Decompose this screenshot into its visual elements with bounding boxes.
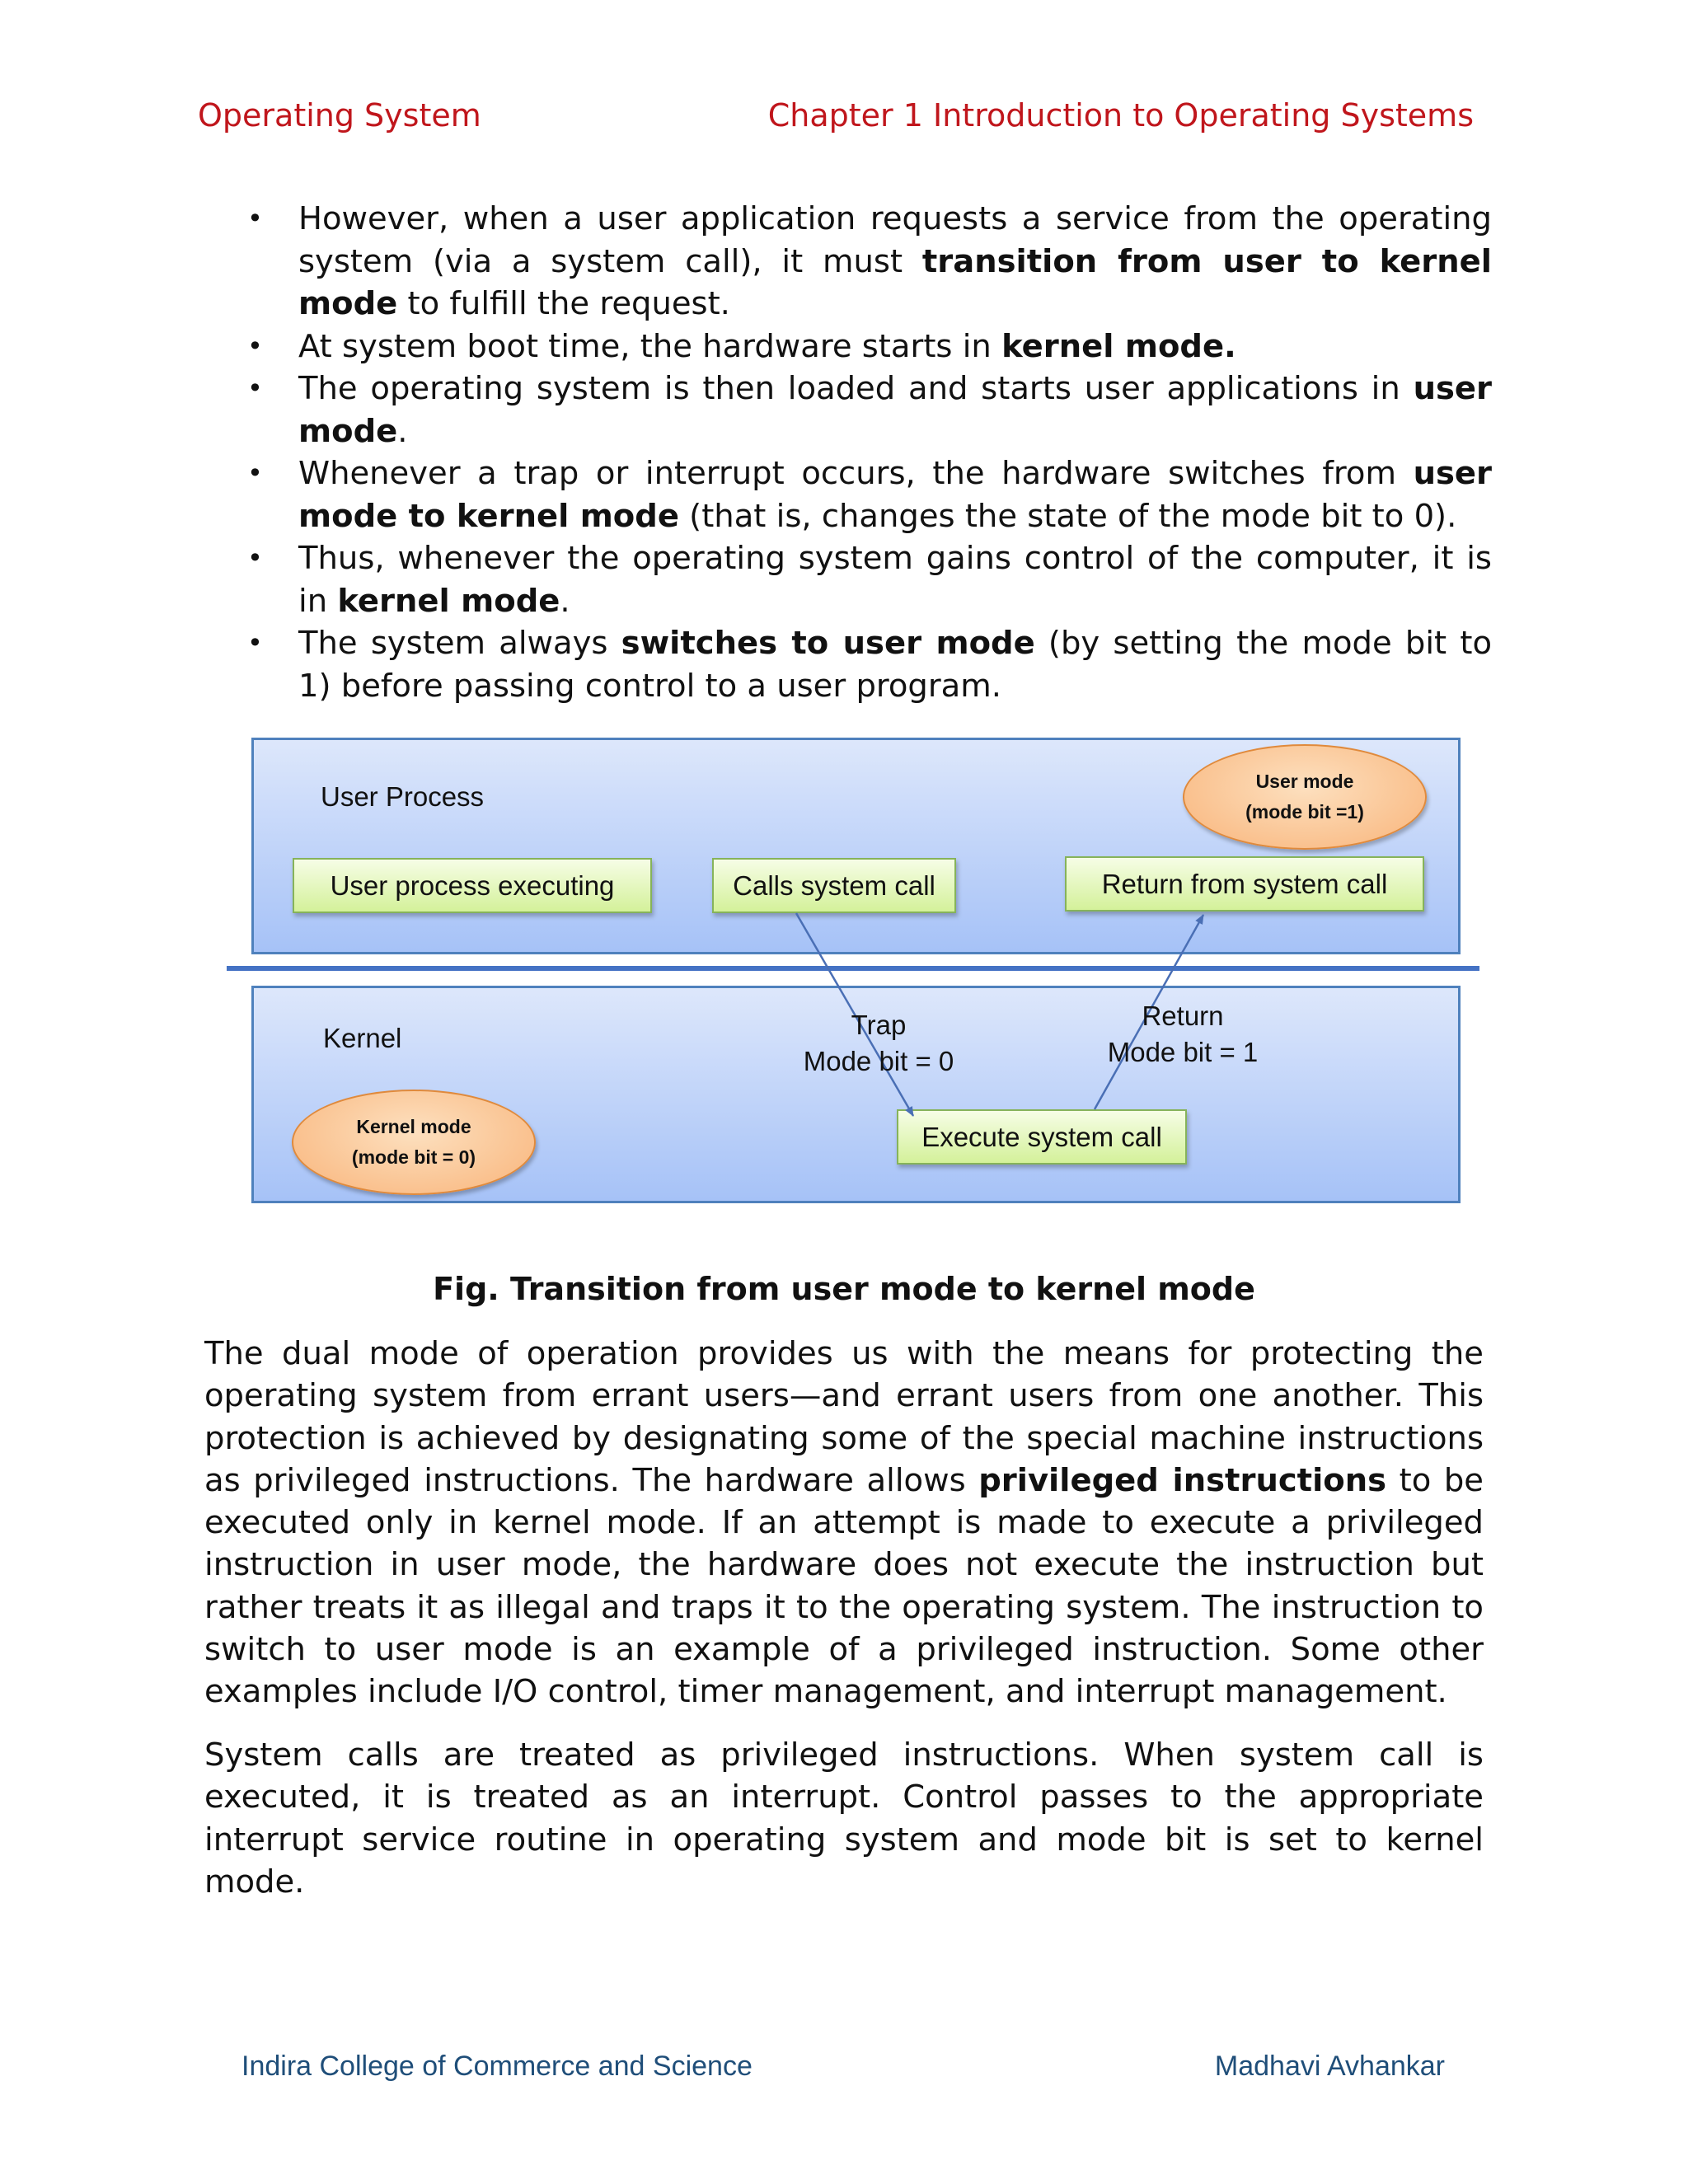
trap-label: [796, 1007, 961, 1080]
return-label-title: Return: [1142, 1001, 1224, 1031]
text-run: Whenever a trap or interrupt occurs, the hardware switches from: [298, 455, 1414, 492]
figure-caption: Fig. Transition from user mode to kernel mode: [433, 1271, 1255, 1307]
kernel-mode-oval-title: Kernel mode: [356, 1116, 471, 1137]
text-run: Thus, whenever the operating system gains control of the computer, it is in: [298, 540, 1492, 620]
system-calls-paragraph: [204, 1734, 1484, 1903]
text-run: (that is, changes the state of the mode bit to 0).: [678, 497, 1457, 535]
text-run: The system always: [298, 625, 621, 662]
user-mode-oval-bit: (mode bit =1): [1245, 801, 1364, 823]
return-from-system-call-box: Return from system call: [1065, 856, 1424, 912]
user-process-label: User Process: [321, 781, 485, 812]
dual-mode-paragraph: [204, 1333, 1484, 1713]
text-run: At system boot time, the hardware starts in: [298, 327, 1002, 365]
user-process-executing-box: User process executing: [293, 858, 652, 913]
bold-text-run: user mode to kernel mode: [298, 455, 1492, 535]
bold-text-run: switches to user mode: [621, 625, 1035, 662]
text-run: However, when a user application requests a service from the operating system (via a system call), it must: [298, 200, 1492, 280]
kernel-label: Kernel: [323, 1023, 402, 1053]
bold-text-run: transition from user to kernel mode: [298, 242, 1492, 322]
calls-system-call-box: Calls system call: [712, 858, 956, 913]
text-run: System calls are treated as privileged instructions. When system call is executed, it is treated as an interrupt. Control passes to the appropriate interrupt service routine in operating system and mode bit is set to kernel mode.: [204, 1736, 1484, 1900]
bold-text-run: kernel mode.: [1001, 327, 1236, 365]
bold-text-run: kernel mode: [337, 582, 560, 620]
text-run: to be executed only in kernel mode. If an attempt is made to execute a privileged instruction in user mode, the hardware does not execute the instruction but rather treats it as illegal and traps it to the operating system. The instruction to switch to user mode is an example of a privileged instruction. Some other examples include I/O control, timer management, and interrupt management.: [204, 1461, 1484, 1711]
bold-text-run: privileged instructions: [978, 1461, 1387, 1499]
header-chapter-title: Chapter 1 Introduction to Operating Systems: [767, 97, 1474, 134]
execute-system-call-box: Execute system call: [897, 1109, 1187, 1165]
text-run: The operating system is then loaded and starts user applications in: [298, 370, 1414, 407]
return-label-bit: Mode bit = 1: [1107, 1037, 1259, 1067]
user-mode-oval-title: User mode: [1255, 771, 1354, 792]
footer-college: Indira College of Commerce and Science: [241, 2050, 753, 2082]
kernel-mode-oval-bit: (mode bit = 0): [351, 1146, 476, 1168]
footer-author: Madhavi Avhankar: [1214, 2050, 1445, 2082]
trap-label-title: Trap: [851, 1010, 907, 1040]
text-run: .: [560, 582, 570, 620]
bold-text-run: user mode: [298, 370, 1492, 450]
text-run: .: [397, 412, 408, 450]
trap-label-bit: Mode bit = 0: [803, 1046, 954, 1076]
header-course-title: Operating System: [198, 97, 481, 134]
text-run: to fulfill the request.: [397, 285, 730, 322]
text-run: The dual mode of operation provides us with the means for protecting the operating system from errant users—and errant users from one another. This protection is achieved by designating some of the special machine instructions as privileged instructions. The hardware allows: [204, 1335, 1484, 1499]
return-label: [1080, 998, 1286, 1071]
text-run: (by setting the mode bit to 1) before passing control to a user program.: [298, 625, 1492, 705]
